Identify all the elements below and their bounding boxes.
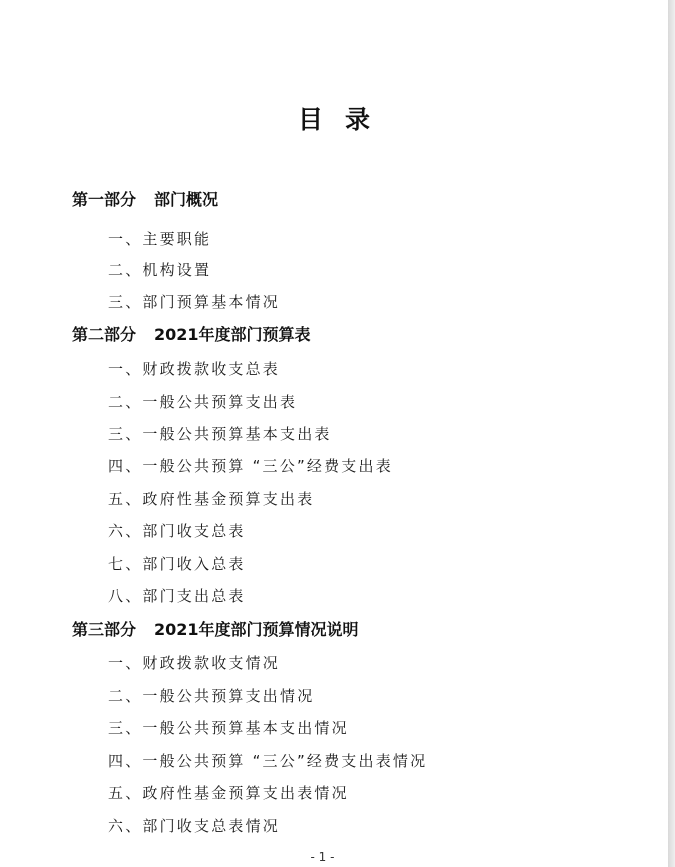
toc-item: 六、部门收支总表 [108, 522, 246, 540]
part-heading-1 [72, 189, 218, 211]
toc-item: 二、一般公共预算支出情况 [108, 687, 315, 705]
toc-item: 一、主要职能 [108, 230, 212, 248]
page-edge-shadow [668, 0, 675, 867]
toc-item: 六、部门收支总表情况 [108, 817, 281, 835]
part-2-label: 第二部分 [72, 325, 137, 344]
toc-item: 五、政府性基金预算支出表 [108, 490, 315, 508]
toc-item: 三、一般公共预算基本支出情况 [108, 719, 349, 737]
toc-item: 二、机构设置 [108, 261, 212, 279]
part-2-name: 2021年度部门预算表 [154, 325, 311, 344]
toc-item: 一、财政拨款收支总表 [108, 360, 281, 378]
toc-item: 四、一般公共预算 “三公”经费支出表 [108, 457, 393, 475]
toc-item: 八、部门支出总表 [108, 587, 246, 605]
toc-item: 三、一般公共预算基本支出表 [108, 425, 332, 443]
toc-item: 二、一般公共预算支出表 [108, 393, 298, 411]
toc-item: 四、一般公共预算 “三公”经费支出表情况 [108, 752, 428, 770]
toc-title: 目录 [297, 105, 392, 134]
part-3-label: 第三部分 [72, 620, 137, 639]
toc-item: 一、财政拨款收支情况 [108, 654, 281, 672]
toc-item: 五、政府性基金预算支出表情况 [108, 784, 349, 802]
part-3-name: 2021年度部门预算情况说明 [154, 620, 359, 639]
part-1-name: 部门概况 [154, 190, 219, 209]
part-heading-2 [72, 324, 311, 346]
toc-item: 七、部门收入总表 [108, 555, 246, 573]
page-number: - 1 - [310, 850, 335, 864]
toc-item: 三、部门预算基本情况 [108, 293, 281, 311]
part-1-label: 第一部分 [72, 190, 137, 209]
part-heading-3 [72, 619, 359, 641]
